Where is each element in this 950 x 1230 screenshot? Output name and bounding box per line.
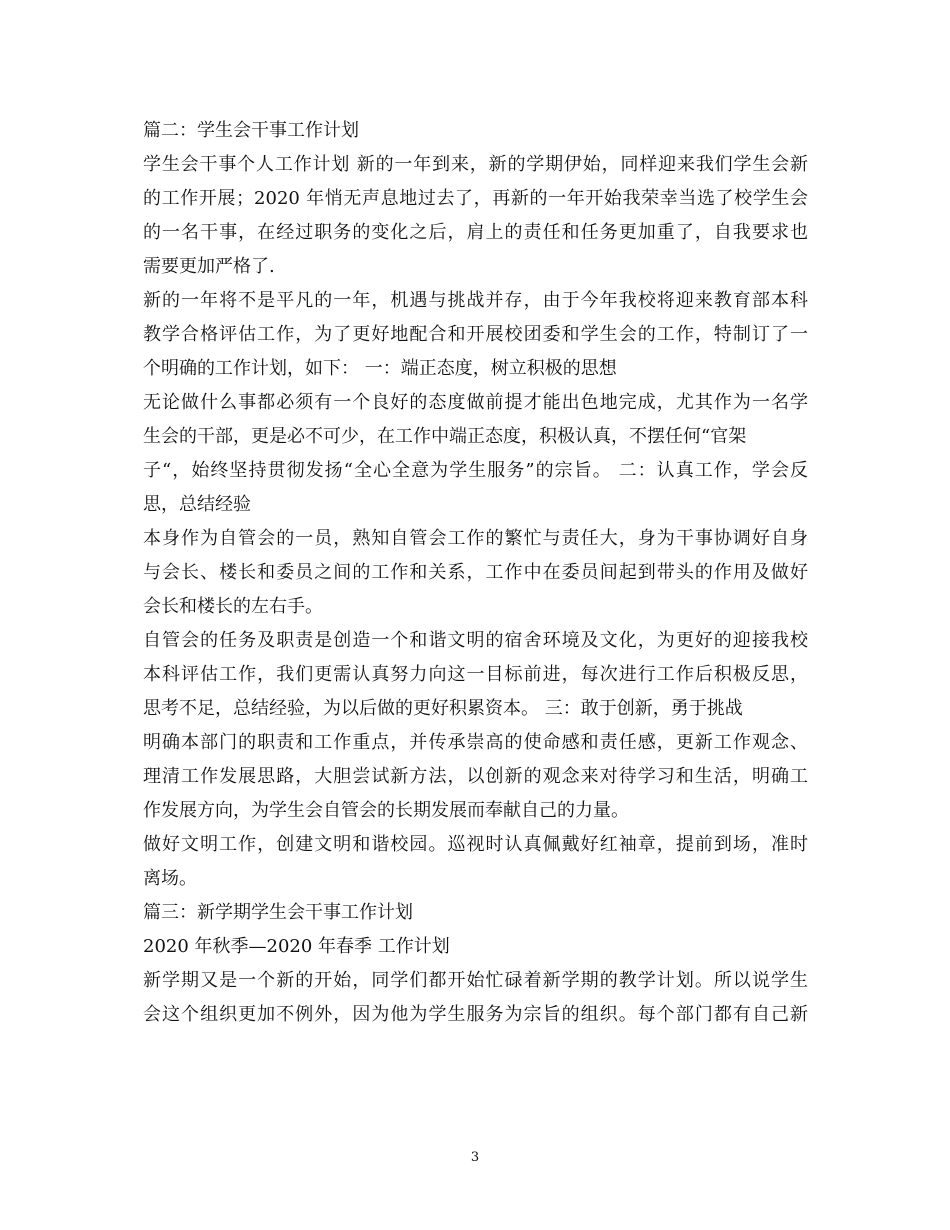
text-line: 思考不足，总结经验，为以后做的更好积累资本。 三：敢于创新，勇于挑战: [143, 698, 743, 719]
text-line: 自管会的任务及职责是创造一个和谐文明的宿舍环境及文化，为更好的迎接我校: [143, 630, 808, 651]
text-line: 的工作开展；2020 年悄无声息地过去了，再新的一年开始我荣幸当选了校学生会: [143, 188, 808, 209]
text-line: 教学合格评估工作，为了更好地配合和开展校团委和学生会的工作，特制订了一: [143, 324, 808, 345]
subheading-line: 2020 年秋季—2020 年春季 工作计划: [143, 936, 450, 957]
text-line: 会这个组织更加不例外，因为他为学生服务为宗旨的组织。每个部门都有自己新: [143, 1004, 808, 1025]
section-heading: 篇二：学生会干事工作计划: [143, 120, 359, 141]
text-line: 新学期又是一个新的开始，同学们都开始忙碌着新学期的教学计划。所以说学生: [143, 970, 808, 991]
text-line: 理清工作发展思路，大胆尝试新方法，以创新的观念来对待学习和生活，明确工: [143, 766, 808, 787]
text-line: 的一名干事，在经过职务的变化之后，肩上的责任和任务更加重了，自我要求也: [143, 222, 808, 243]
text-line: 思，总结经验: [143, 494, 251, 515]
text-line: 子“，始终坚持贯彻发扬“全心全意为学生服务”的宗旨。 二：认真工作，学会反: [143, 460, 808, 481]
text-line: 个明确的工作计划，如下： 一：端正态度，树立积极的思想: [143, 358, 617, 379]
text-line: 本身作为自管会的一员，熟知自管会工作的繁忙与责任大，身为干事协调好自身: [143, 528, 808, 549]
text-line: 做好文明工作，创建文明和谐校园。巡视时认真佩戴好红袖章，提前到场，准时: [143, 834, 808, 855]
text-line: 需要更加严格了.: [143, 256, 275, 277]
text-line: 离场。: [143, 868, 197, 889]
text-line: 明确本部门的职责和工作重点，并传承崇高的使命感和责任感，更新工作观念、: [143, 732, 808, 753]
text-line: 本科评估工作，我们更需认真努力向这一目标前进，每次进行工作后积极反思，: [143, 664, 808, 685]
document-body: [143, 114, 808, 1032]
text-line: 新的一年将不是平凡的一年，机遇与挑战并存，由于今年我校将迎来教育部本科: [143, 290, 808, 311]
text-line: 作发展方向，为学生会自管会的长期发展而奉献自己的力量。: [143, 800, 629, 821]
text-line: 生会的干部，更是必不可少，在工作中端正态度，积极认真，不摆任何“官架: [143, 426, 747, 447]
text-line: 学生会干事个人工作计划 新的一年到来，新的学期伊始，同样迎来我们学生会新: [143, 154, 808, 175]
text-line: 与会长、楼长和委员之间的工作和关系，工作中在委员间起到带头的作用及做好: [143, 562, 808, 583]
text-line: 会长和楼长的左右手。: [143, 596, 323, 617]
section-heading: 篇三：新学期学生会干事工作计划: [143, 902, 413, 923]
text-line: 无论做什么事都必须有一个良好的态度做前提才能出色地完成，尤其作为一名学: [143, 392, 808, 413]
page-number: 3: [470, 1150, 480, 1165]
